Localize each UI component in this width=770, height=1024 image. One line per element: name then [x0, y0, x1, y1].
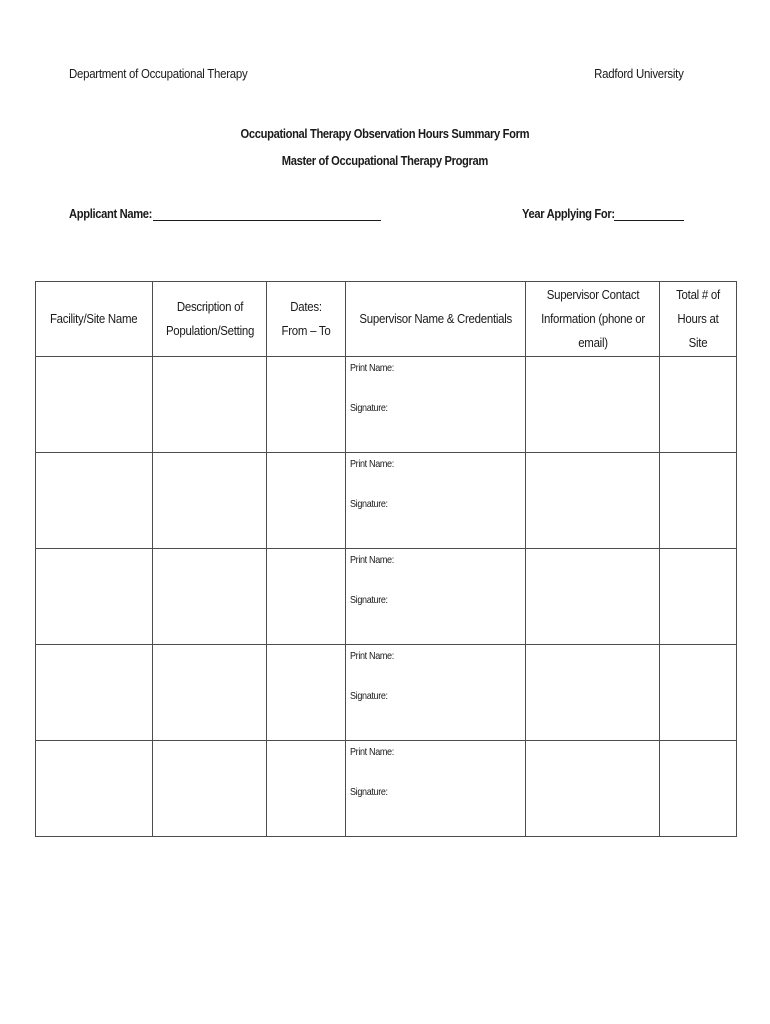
university-name: Radford University [594, 66, 684, 81]
facility-cell[interactable] [36, 549, 153, 645]
facility-cell[interactable] [36, 741, 153, 837]
dates-cell[interactable] [267, 741, 346, 837]
col-supervisor-header: Supervisor Name & Credentials [346, 282, 526, 357]
supervisor-cell[interactable] [346, 549, 526, 645]
program-title: Master of Occupational Therapy Program [281, 153, 489, 168]
hours-cell[interactable] [660, 645, 737, 741]
supervisor-cell[interactable] [346, 645, 526, 741]
description-cell[interactable] [153, 357, 267, 453]
facility-cell[interactable] [36, 357, 153, 453]
supervisor-cell[interactable] [346, 453, 526, 549]
applicant-name-label: Applicant Name: [69, 206, 153, 221]
form-title: Occupational Therapy Observation Hours Summary Form [240, 126, 530, 141]
print-name-label: Print Name: [350, 746, 394, 758]
print-name-label: Print Name: [350, 362, 394, 374]
description-cell[interactable] [153, 453, 267, 549]
department-name: Department of Occupational Therapy [69, 66, 248, 81]
table-row [36, 741, 737, 837]
description-cell[interactable] [153, 645, 267, 741]
signature-label: Signature: [350, 594, 388, 606]
print-name-label: Print Name: [350, 554, 394, 566]
dates-cell[interactable] [267, 453, 346, 549]
col-hours-header: Total # of Hours at Site [660, 282, 737, 357]
description-cell[interactable] [153, 549, 267, 645]
table-header-row [36, 282, 737, 357]
print-name-label: Print Name: [350, 650, 394, 662]
dates-cell[interactable] [267, 645, 346, 741]
applicant-name-line[interactable] [153, 206, 381, 221]
observation-hours-table [35, 281, 737, 837]
supervisor-cell[interactable] [346, 741, 526, 837]
contact-cell[interactable] [526, 357, 660, 453]
year-applying-label: Year Applying For: [522, 206, 615, 221]
hours-cell[interactable] [660, 453, 737, 549]
signature-label: Signature: [350, 498, 388, 510]
table-row [36, 453, 737, 549]
contact-cell[interactable] [526, 741, 660, 837]
hours-cell[interactable] [660, 549, 737, 645]
col-description-header: Description of Population/Setting [153, 282, 267, 357]
hours-cell[interactable] [660, 357, 737, 453]
table-row [36, 357, 737, 453]
supervisor-cell[interactable] [346, 357, 526, 453]
signature-label: Signature: [350, 402, 388, 414]
col-facility-header: Facility/Site Name [36, 282, 153, 357]
dates-cell[interactable] [267, 549, 346, 645]
facility-cell[interactable] [36, 645, 153, 741]
table-row [36, 645, 737, 741]
col-dates-header: Dates: From – To [267, 282, 346, 357]
facility-cell[interactable] [36, 453, 153, 549]
table-row [36, 549, 737, 645]
description-cell[interactable] [153, 741, 267, 837]
contact-cell[interactable] [526, 453, 660, 549]
applicant-name-field[interactable] [69, 206, 381, 221]
year-applying-field[interactable] [522, 206, 684, 221]
hours-cell[interactable] [660, 741, 737, 837]
col-contact-header: Supervisor Contact Information (phone or email) [526, 282, 660, 357]
signature-label: Signature: [350, 690, 388, 702]
year-applying-line[interactable] [614, 206, 684, 221]
dates-cell[interactable] [267, 357, 346, 453]
print-name-label: Print Name: [350, 458, 394, 470]
contact-cell[interactable] [526, 549, 660, 645]
signature-label: Signature: [350, 786, 388, 798]
contact-cell[interactable] [526, 645, 660, 741]
